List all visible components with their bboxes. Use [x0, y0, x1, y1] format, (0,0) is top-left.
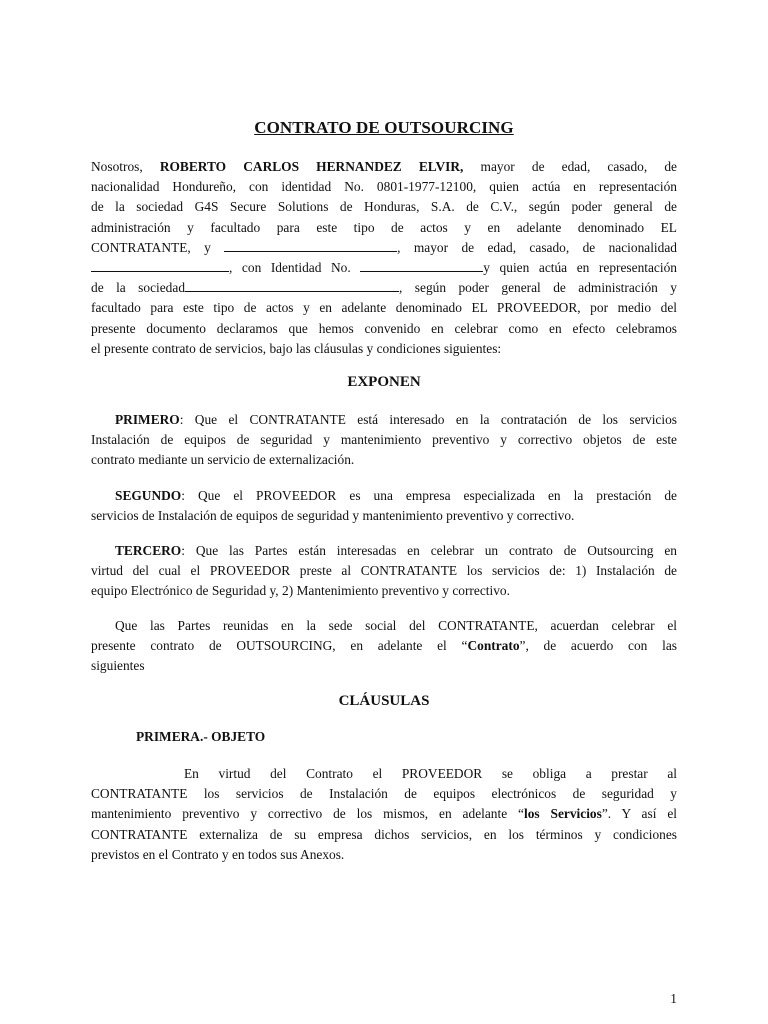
blank-field [91, 259, 229, 272]
objeto-line: CONTRATANTE los servicios de Instalación de equipos electrónicos de seguridad y [91, 786, 677, 802]
tercero-line [91, 541, 677, 561]
objeto-line: CONTRATANTE externaliza de su empresa dichos servicios, en los términos y condiciones [91, 826, 677, 842]
tercero-line: virtud del cual el PROVEEDOR preste al CONTRATANTE los servicios de: 1) Instalación de [91, 563, 677, 579]
intro-line: administración y facultado para este tipo de actos y en adelante denominado EL [91, 219, 677, 235]
reunidas-paragraph [91, 616, 677, 677]
intro-text: CONTRATANTE, y [91, 239, 225, 255]
segundo-paragraph [91, 486, 677, 526]
intro-text: y quien actúa en representación [483, 259, 677, 275]
party-name: ROBERTO CARLOS HERNANDEZ ELVIR, [159, 159, 464, 174]
reunidas-text: presente contrato de OUTSOURCING, en adelante el “ [91, 638, 468, 654]
intro-text: , con Identidad No. [229, 259, 361, 275]
blank-field [185, 279, 399, 292]
reunidas-line: siguientes [91, 658, 145, 674]
intro-line: de la sociedad G4S Secure Solutions de Honduras, S.A. de C.V., según poder general de [91, 199, 677, 215]
intro-paragraph [91, 157, 677, 359]
intro-text: mayor de edad, casado, de [463, 159, 677, 174]
page-number: 1 [670, 991, 677, 1006]
intro-text: Nosotros, [91, 159, 160, 174]
intro-line: presente documento declaramos que hemos convenido en celebrar como en efecto celebramos [91, 320, 677, 336]
intro-line [91, 238, 677, 258]
primero-paragraph [91, 410, 677, 471]
intro-text: de la sociedad [91, 280, 186, 296]
intro-line: facultado para este tipo de actos y en adelante denominado EL PROVEEDOR, por medio del [91, 300, 677, 316]
objeto-line: previstos en el Contrato y en todos sus Anexos. [91, 846, 345, 862]
tercero-paragraph [91, 541, 677, 602]
servicios-term: los Servicios [523, 806, 602, 822]
intro-line: el presente contrato de servicios, bajo las cláusulas y condiciones siguientes: [91, 340, 502, 356]
reunidas-line [91, 636, 677, 656]
document-title: CONTRATO DE OUTSOURCING [254, 118, 514, 137]
clausulas-heading: CLÁUSULAS [338, 693, 430, 709]
reunidas-line: Que las Partes reunidas en la sede social del CONTRATANTE, acuerdan celebrar el [115, 618, 677, 633]
objeto-line [91, 804, 677, 824]
intro-text: , mayor de edad, casado, de nacionalidad [397, 239, 677, 255]
primero-label: PRIMERO [115, 412, 180, 427]
intro-line: nacionalidad Hondureño, con identidad No. 0801-1977-12100, quien actúa en representación [91, 179, 677, 195]
contrato-term: Contrato [467, 638, 520, 654]
blank-field [360, 259, 483, 272]
primera-objeto-heading: PRIMERA.- OBJETO [136, 729, 266, 744]
tercero-text: : Que las Partes están interesadas en celebrar un contrato de Outsourcing en [181, 543, 677, 558]
segundo-label: SEGUNDO [115, 488, 182, 503]
segundo-text: : Que el PROVEEDOR es una empresa especializada en la prestación de [181, 488, 677, 503]
exponen-heading: EXPONEN [347, 374, 421, 390]
intro-line [91, 258, 677, 278]
primero-line: Instalación de equipos de seguridad y mantenimiento preventivo y correctivo objetos de este [91, 432, 677, 448]
document-page [91, 0, 677, 1024]
intro-line [91, 157, 677, 177]
objeto-text: ”. Y así el [601, 806, 677, 822]
intro-text: , según poder general de administración y [399, 280, 677, 296]
tercero-line: equipo Electrónico de Seguridad y, 2) Mantenimiento preventivo y correctivo. [91, 583, 510, 599]
objeto-text: mantenimiento preventivo y correctivo de los mismos, en adelante “ [91, 806, 524, 822]
objeto-paragraph [91, 764, 677, 865]
objeto-line: En virtud del Contrato el PROVEEDOR se obliga a prestar al [184, 766, 677, 781]
tercero-label: TERCERO [115, 543, 182, 558]
intro-line [91, 278, 677, 298]
primero-line [91, 410, 677, 430]
primero-line: contrato mediante un servicio de externalización. [91, 452, 355, 468]
segundo-line: servicios de Instalación de equipos de seguridad y mantenimiento preventivo y correctivo. [91, 508, 575, 524]
blank-field [224, 239, 397, 252]
primero-text: : Que el CONTRATANTE está interesado en la contratación de los servicios [179, 412, 677, 427]
reunidas-text: ”, de acuerdo con las [519, 638, 677, 654]
segundo-line [91, 486, 677, 506]
